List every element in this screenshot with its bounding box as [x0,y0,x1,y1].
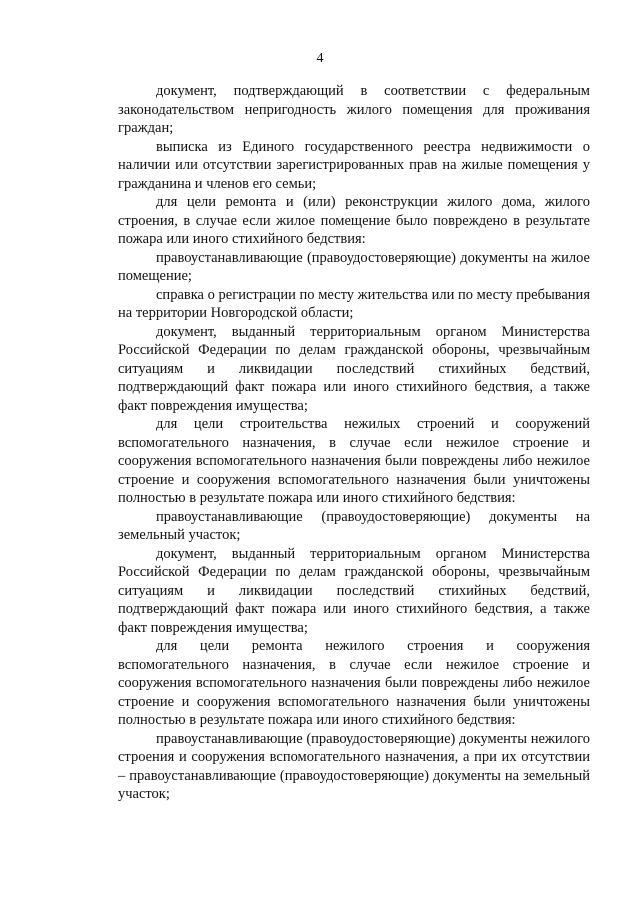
page-number: 4 [316,51,324,66]
paragraph: справка о регистрации по месту жительства или по месту пребывания на территории Новгородской области; [118,286,590,321]
paragraph: выписка из Единого государственного реестра недвижимости о наличии или отсутствии зарегистрированных прав на жилые помещения у гражданина и членов его семьи; [118,138,590,192]
paragraph: для цели ремонта нежилого строения и сооружения вспомогательного назначения, в случае если нежилое строение и сооружения вспомогательного назначения были повреждены либо нежилое строение и сооружения вспомогательного назначения были уничтожены полностью в результате пожара или иного стихийного бедствия: [118,638,590,728]
paragraph: для цели ремонта и (или) реконструкции жилого дома, жилого строения, в случае если жилое помещение было повреждено в результате пожара или иного стихийного бедствия: [118,194,590,247]
paragraph: документ, выданный территориальным органом Министерства Российской Федерации по делам гражданской обороны, чрезвычайным ситуациям и ликвидации последствий стихийных бедствий, подтверждающий факт пожара или иного стихийного бедствия, а также факт повреждения имущества; [118,323,590,414]
paragraph: правоустанавливающие (правоудостоверяющие) документы на земельный участок; [118,508,590,543]
paragraph: документ, подтверждающий в соответствии с федеральным законодательством непригодность жилого помещения для проживания граждан; [118,83,590,136]
document-body [118,82,590,804]
paragraph: правоустанавливающие (правоудостоверяющие) документы на жилое помещение; [118,249,590,284]
paragraph: для цели строительства нежилых строений и сооружений вспомогательного назначения, в случае если нежилое строение и сооружения вспомогательного назначения были повреждены либо нежилое строение и сооружения вспомогательного назначения были уничтожены полностью в результате пожара или иного стихийного бедствия: [118,416,590,506]
paragraph: правоустанавливающие (правоудостоверяющие) документы нежилого строения и сооружения вспомогательного назначения, а при их отсутствии – правоустанавливающие (правоудостоверяющие) документы на земельный участок; [118,730,590,802]
paragraph: документ, выданный территориальным органом Министерства Российской Федерации по делам гражданской обороны, чрезвычайным ситуациям и ликвидации последствий стихийных бедствий, подтверждающий факт пожара или иного стихийного бедствия, а также факт повреждения имущества; [118,545,590,636]
